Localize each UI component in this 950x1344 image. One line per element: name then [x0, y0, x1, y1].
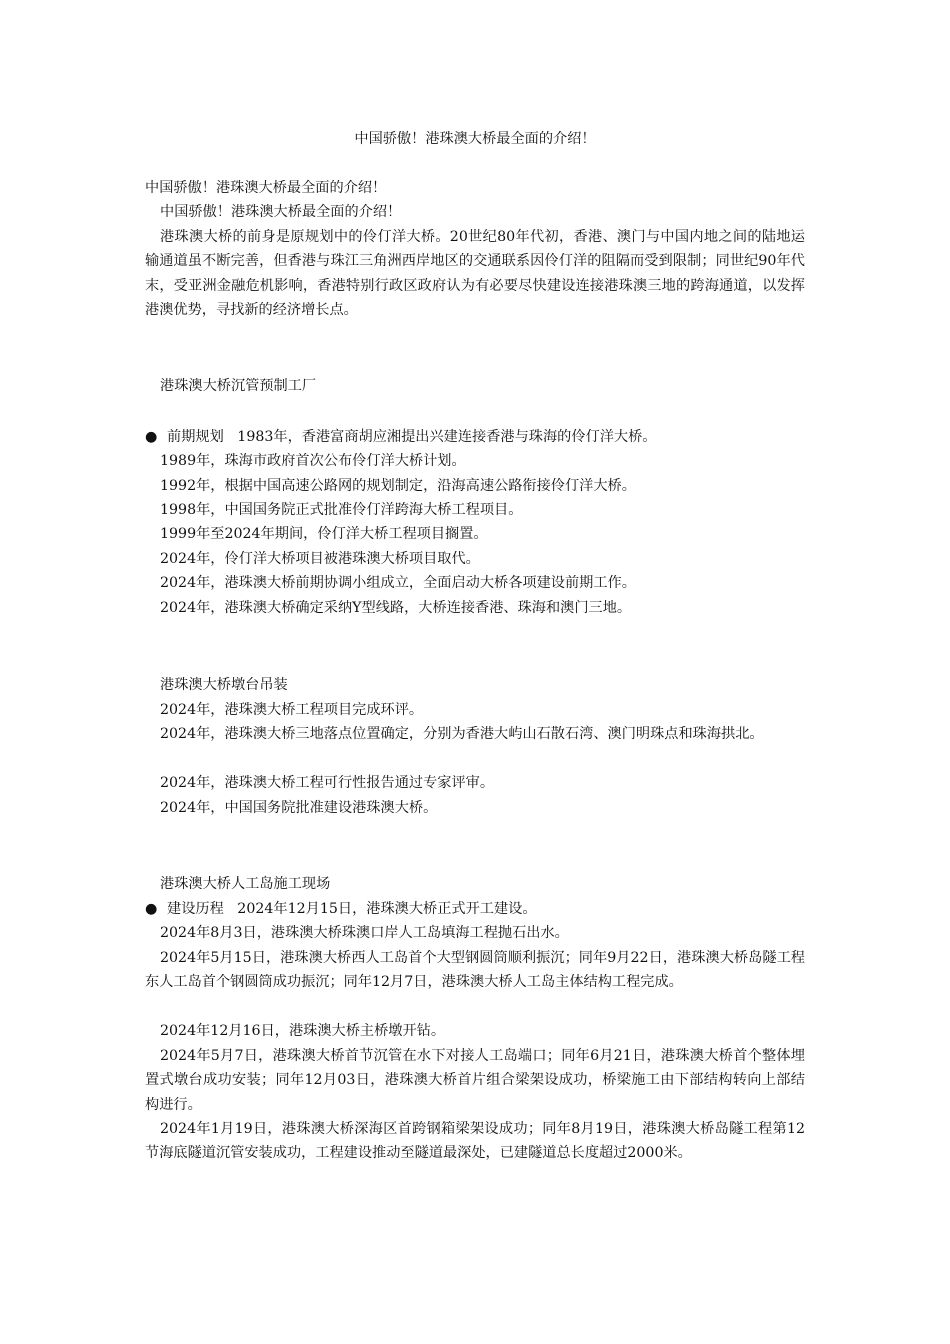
heading-repeat-indented: 中国骄傲！港珠澳大桥最全面的介绍！: [160, 204, 402, 220]
timeline-entry: 2024年，港珠澳大桥前期协调小组成立，全面启动大桥各项建设前期工作。: [160, 575, 636, 591]
timeline-entry: 2024年8月3日，港珠澳大桥珠澳口岸人工岛填海工程抛石出水。: [160, 925, 569, 941]
bullet-icon: ●: [145, 429, 158, 445]
timeline-entry: 2024年，港珠澳大桥确定采纳Y型线路，大桥连接香港、珠海和澳门三地。: [160, 600, 632, 616]
bullet-label: 建设历程: [167, 901, 224, 917]
timeline-entry: 2024年，港珠澳大桥工程项目完成环评。: [160, 702, 424, 718]
timeline-entry: 2024年，港珠澳大桥三地落点位置确定，分别为香港大屿山石散石湾、澳门明珠点和珠海拱北。: [160, 726, 764, 742]
timeline-entry: 2024年1月19日，港珠澳大桥深海区首跨钢箱梁架设成功；同年8月19日，港珠澳大桥岛隧工程第12节海底隧道沉管安装成功，工程建设推动至隧道最深处，已建隧道总长度超过2000米。: [145, 1121, 805, 1162]
bullet-label: 前期规划: [167, 429, 224, 445]
bullet-text: 2024年12月15日，港珠澳大桥正式开工建设。: [237, 901, 537, 917]
timeline-entry: 2024年5月7日，港珠澳大桥首节沉管在水下对接人工岛端口；同年6月21日，港珠澳大桥首个整体埋置式墩台成功安装；同年12月03日，港珠澳大桥首片组合梁架设成功，桥梁施工由下部结构转向上部结构进行。: [145, 1048, 805, 1113]
timeline-entry: 2024年，伶仃洋大桥项目被港珠澳大桥项目取代。: [160, 551, 480, 567]
timeline-entry: 1998年，中国国务院正式批准伶仃洋跨海大桥工程项目。: [160, 502, 523, 518]
bullet-text: 1983年，香港富商胡应湘提出兴建连接香港与珠海的伶仃洋大桥。: [237, 429, 657, 445]
heading-repeat: 中国骄傲！港珠澳大桥最全面的介绍！: [145, 180, 387, 196]
timeline-entry: 2024年，中国国务院批准建设港珠澳大桥。: [160, 800, 438, 816]
timeline-entry: 2024年5月15日，港珠澳大桥西人工岛首个大型钢圆筒顺利振沉；同年9月22日，港珠澳大桥岛隧工程东人工岛首个钢圆筒成功振沉；同年12月7日，港珠澳大桥人工岛主体结构工程完成。: [145, 950, 805, 991]
photo-caption: 港珠澳大桥人工岛施工现场: [160, 876, 331, 892]
bullet-item-planning: [145, 425, 810, 449]
bullet-icon: ●: [145, 901, 158, 917]
timeline-entry: 2024年，港珠澳大桥工程可行性报告通过专家评审。: [160, 775, 495, 791]
timeline-entry: 2024年12月16日，港珠澳大桥主桥墩开钻。: [160, 1023, 446, 1039]
document-title: 中国骄傲！港珠澳大桥最全面的介绍！: [354, 131, 596, 147]
timeline-entry: 1999年至2024年期间，伶仃洋大桥工程项目搁置。: [160, 526, 488, 542]
timeline-entry: 1989年，珠海市政府首次公布伶仃洋大桥计划。: [160, 453, 466, 469]
intro-paragraph: 港珠澳大桥的前身是原规划中的伶仃洋大桥。20世纪80年代初，香港、澳门与中国内地之间的陆地运输通道虽不断完善，但香港与珠江三角洲西岸地区的交通联系因伶仃洋的阻隔而受到限制；同世纪90年代末，受亚洲金融危机影响，香港特别行政区政府认为有必要尽快建设连接港珠澳三地的跨海通道，以发挥港澳优势，寻找新的经济增长点。: [145, 229, 805, 318]
photo-caption: 港珠澳大桥墩台吊装: [160, 677, 288, 693]
bullet-item-construction: [145, 897, 810, 921]
timeline-entry: 1992年，根据中国高速公路网的规划制定，沿海高速公路衔接伶仃洋大桥。: [160, 478, 636, 494]
photo-caption: 港珠澳大桥沉管预制工厂: [160, 378, 317, 394]
